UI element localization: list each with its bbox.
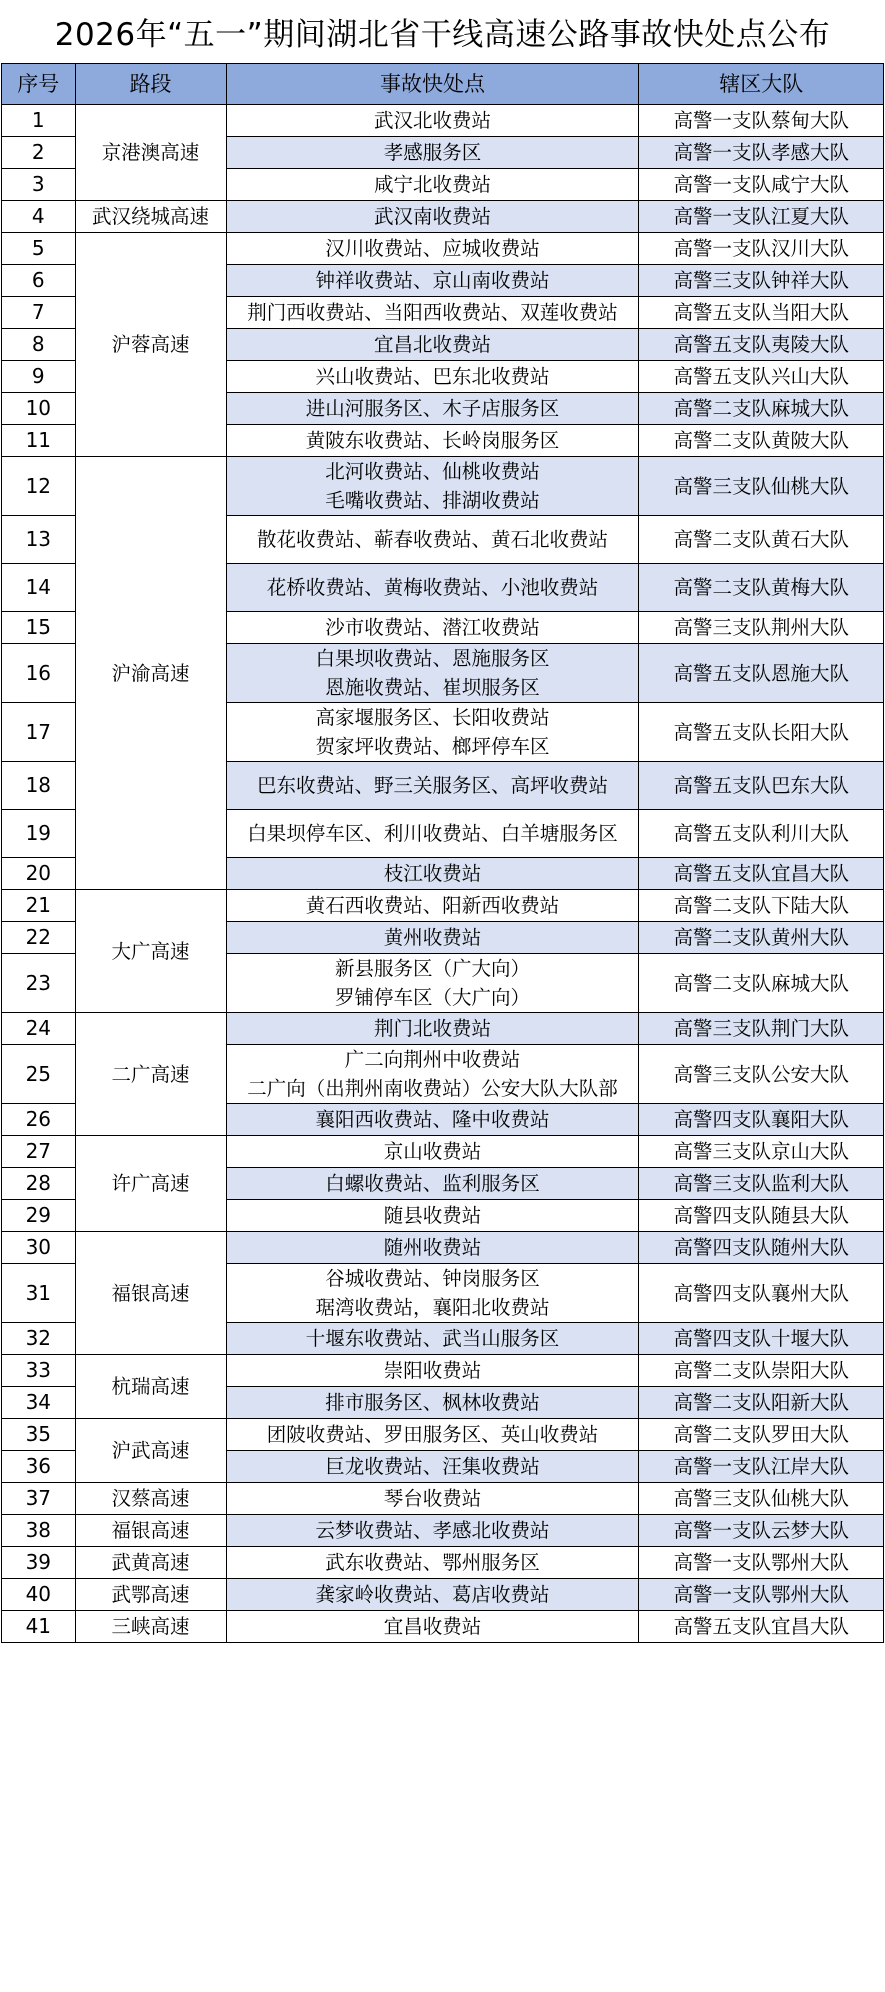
- road-name: 许广高速: [75, 1136, 226, 1232]
- accident-point-text: 黄陂东收费站、长岭岗服务区: [305, 429, 560, 452]
- row-number: 7: [2, 297, 76, 329]
- page-title: 2026年“五一”期间湖北省干线高速公路事故快处点公布: [54, 17, 831, 53]
- accident-point-text: 白果坝收费站、恩施服务区: [315, 647, 550, 670]
- accident-point-text: 黄石西收费站、阳新西收费站: [305, 894, 560, 917]
- accident-point-text: 襄阳西收费站、隆中收费站: [315, 1108, 550, 1131]
- team-cell: 高警四支队襄阳大队: [639, 1104, 884, 1136]
- accident-point-text: 钟祥收费站、京山南收费站: [315, 269, 550, 292]
- row-number: 10: [2, 393, 76, 425]
- accident-point-text: 荆门西收费站、当阳西收费站、双莲收费站: [247, 301, 618, 324]
- row-number: 27: [2, 1136, 76, 1168]
- accident-point-cell: [226, 361, 639, 393]
- accident-point-cell: [226, 169, 639, 201]
- accident-points-table-container: [1, 63, 884, 1643]
- accident-point-cell: [226, 762, 639, 810]
- team-cell: 高警二支队崇阳大队: [639, 1355, 884, 1387]
- row-number: 5: [2, 233, 76, 265]
- road-name: 二广高速: [75, 1013, 226, 1136]
- team-cell: 高警二支队阳新大队: [639, 1387, 884, 1419]
- accident-point-cell: [226, 1136, 639, 1168]
- accident-point-cell: [226, 1232, 639, 1264]
- row-number: 28: [2, 1168, 76, 1200]
- team-cell: 高警二支队黄陂大队: [639, 425, 884, 457]
- accident-point-cell: [226, 425, 639, 457]
- accident-point-text: 汉川收费站、应城收费站: [325, 237, 540, 260]
- table-row: [2, 233, 884, 265]
- team-cell: 高警二支队麻城大队: [639, 954, 884, 1013]
- row-number: 35: [2, 1419, 76, 1451]
- table-row: [2, 1611, 884, 1643]
- accident-point-cell: [226, 105, 639, 137]
- header-road: 路段: [75, 64, 226, 105]
- row-number: 17: [2, 703, 76, 762]
- row-number: 31: [2, 1264, 76, 1323]
- accident-point-text: 武汉北收费站: [373, 109, 491, 132]
- row-number: 24: [2, 1013, 76, 1045]
- team-cell: 高警一支队咸宁大队: [639, 169, 884, 201]
- row-number: 41: [2, 1611, 76, 1643]
- team-cell: 高警五支队宜昌大队: [639, 1611, 884, 1643]
- row-number: 40: [2, 1579, 76, 1611]
- team-cell: 高警五支队恩施大队: [639, 644, 884, 703]
- team-cell: 高警二支队罗田大队: [639, 1419, 884, 1451]
- accident-point-cell: [226, 1045, 639, 1104]
- table-body: [2, 105, 884, 1643]
- team-cell: 高警三支队钟祥大队: [639, 265, 884, 297]
- road-name: 武汉绕城高速: [75, 201, 226, 233]
- team-cell: 高警二支队麻城大队: [639, 393, 884, 425]
- accident-point-cell: [226, 954, 639, 1013]
- accident-point-text: 黄州收费站: [383, 926, 482, 949]
- team-cell: 高警四支队随县大队: [639, 1200, 884, 1232]
- accident-point-text: 高家堰服务区、长阳收费站: [315, 706, 550, 729]
- accident-point-cell: [226, 1515, 639, 1547]
- accident-point-text: 花桥收费站、黄梅收费站、小池收费站: [266, 576, 599, 599]
- accident-point-text: 荆门北收费站: [373, 1017, 491, 1040]
- row-number: 36: [2, 1451, 76, 1483]
- row-number: 20: [2, 858, 76, 890]
- row-number: 16: [2, 644, 76, 703]
- accident-point-text: 枝江收费站: [383, 862, 482, 885]
- accident-point-cell: [226, 329, 639, 361]
- team-cell: 高警三支队仙桃大队: [639, 1483, 884, 1515]
- team-cell: 高警三支队荆州大队: [639, 612, 884, 644]
- road-name: 杭瑞高速: [75, 1355, 226, 1419]
- road-name: 京港澳高速: [75, 105, 226, 201]
- row-number: 15: [2, 612, 76, 644]
- team-cell: 高警五支队巴东大队: [639, 762, 884, 810]
- road-name: 武鄂高速: [75, 1579, 226, 1611]
- accident-point-text: 京山收费站: [383, 1140, 482, 1163]
- road-name: 沪渝高速: [75, 457, 226, 890]
- table-row: [2, 1547, 884, 1579]
- accident-point-text: 宜昌北收费站: [373, 333, 491, 356]
- row-number: 12: [2, 457, 76, 516]
- team-cell: 高警二支队黄州大队: [639, 922, 884, 954]
- accident-point-text: 武汉南收费站: [373, 205, 491, 228]
- header-team: 辖区大队: [639, 64, 884, 105]
- row-number: 21: [2, 890, 76, 922]
- row-number: 11: [2, 425, 76, 457]
- team-cell: 高警一支队蔡甸大队: [639, 105, 884, 137]
- accident-point-cell: [226, 703, 639, 762]
- accident-point-cell: [226, 644, 639, 703]
- header-points: 事故快处点: [226, 64, 639, 105]
- accident-point-cell: [226, 1264, 639, 1323]
- accident-point-text: 宜昌收费站: [383, 1615, 482, 1638]
- row-number: 39: [2, 1547, 76, 1579]
- accident-point-text: 崇阳收费站: [383, 1359, 482, 1382]
- row-number: 22: [2, 922, 76, 954]
- team-cell: 高警一支队孝感大队: [639, 137, 884, 169]
- team-cell: 高警三支队京山大队: [639, 1136, 884, 1168]
- accident-point-text: 武东收费站、鄂州服务区: [325, 1551, 540, 1574]
- accident-point-text: 白果坝停车区、利川收费站、白羊塘服务区: [247, 822, 618, 845]
- accident-point-text: 巴东收费站、野三关服务区、高坪收费站: [256, 774, 608, 797]
- accident-point-cell: [226, 1104, 639, 1136]
- team-cell: 高警五支队兴山大队: [639, 361, 884, 393]
- accident-points-table: [1, 63, 884, 1643]
- road-name: 沪武高速: [75, 1419, 226, 1483]
- accident-point-text: 龚家岭收费站、葛店收费站: [315, 1583, 550, 1606]
- team-cell: 高警四支队襄州大队: [639, 1264, 884, 1323]
- accident-point-cell: [226, 1579, 639, 1611]
- accident-point-cell: [226, 1200, 639, 1232]
- accident-point-text: 广二向荆州中收费站: [344, 1048, 521, 1071]
- team-cell: 高警五支队夷陵大队: [639, 329, 884, 361]
- accident-point-text: 白螺收费站、监利服务区: [325, 1172, 540, 1195]
- row-number: 38: [2, 1515, 76, 1547]
- row-number: 14: [2, 564, 76, 612]
- accident-point-text: 兴山收费站、巴东北收费站: [315, 365, 550, 388]
- table-row: [2, 1483, 884, 1515]
- table-row: [2, 1579, 884, 1611]
- accident-point-text: 孝感服务区: [383, 141, 482, 164]
- team-cell: 高警一支队江夏大队: [639, 201, 884, 233]
- road-name: 福银高速: [75, 1515, 226, 1547]
- team-cell: 高警四支队十堰大队: [639, 1323, 884, 1355]
- accident-point-text: 散花收费站、蕲春收费站、黄石北收费站: [256, 528, 608, 551]
- team-cell: 高警四支队随州大队: [639, 1232, 884, 1264]
- row-number: 1: [2, 105, 76, 137]
- team-cell: 高警三支队仙桃大队: [639, 457, 884, 516]
- team-cell: 高警三支队荆门大队: [639, 1013, 884, 1045]
- accident-point-cell: [226, 1013, 639, 1045]
- row-number: 13: [2, 516, 76, 564]
- accident-point-cell: [226, 1323, 639, 1355]
- row-number: 23: [2, 954, 76, 1013]
- table-row: [2, 1136, 884, 1168]
- team-cell: 高警一支队云梦大队: [639, 1515, 884, 1547]
- accident-point-cell: [226, 1611, 639, 1643]
- accident-point-text: 巨龙收费站、汪集收费站: [325, 1455, 540, 1478]
- accident-point-cell: [226, 1451, 639, 1483]
- accident-point-cell: [226, 457, 639, 516]
- accident-point-cell: [226, 890, 639, 922]
- accident-point-cell: [226, 612, 639, 644]
- team-cell: 高警二支队黄石大队: [639, 516, 884, 564]
- road-name: 沪蓉高速: [75, 233, 226, 457]
- table-row: [2, 1013, 884, 1045]
- row-number: 25: [2, 1045, 76, 1104]
- road-name: 武黄高速: [75, 1547, 226, 1579]
- row-number: 9: [2, 361, 76, 393]
- accident-point-text: 随州收费站: [383, 1236, 482, 1259]
- accident-point-text: 毛嘴收费站、排湖收费站: [325, 489, 540, 512]
- accident-point-cell: [226, 810, 639, 858]
- accident-point-cell: [226, 1355, 639, 1387]
- row-number: 6: [2, 265, 76, 297]
- team-cell: 高警三支队监利大队: [639, 1168, 884, 1200]
- road-name: 福银高速: [75, 1232, 226, 1355]
- accident-point-cell: [226, 201, 639, 233]
- row-number: 3: [2, 169, 76, 201]
- road-name: 汉蔡高速: [75, 1483, 226, 1515]
- road-name: 三峡高速: [75, 1611, 226, 1643]
- table-row: [2, 1355, 884, 1387]
- accident-point-cell: [226, 233, 639, 265]
- road-name: 大广高速: [75, 890, 226, 1013]
- team-cell: 高警五支队利川大队: [639, 810, 884, 858]
- accident-point-cell: [226, 858, 639, 890]
- row-number: 4: [2, 201, 76, 233]
- row-number: 30: [2, 1232, 76, 1264]
- accident-point-text: 云梦收费站、孝感北收费站: [315, 1519, 550, 1542]
- table-row: [2, 1419, 884, 1451]
- team-cell: 高警二支队下陆大队: [639, 890, 884, 922]
- accident-point-cell: [226, 1419, 639, 1451]
- team-cell: 高警二支队黄梅大队: [639, 564, 884, 612]
- table-row: [2, 105, 884, 137]
- accident-point-cell: [226, 265, 639, 297]
- row-number: 19: [2, 810, 76, 858]
- table-row: [2, 201, 884, 233]
- row-number: 26: [2, 1104, 76, 1136]
- row-number: 37: [2, 1483, 76, 1515]
- team-cell: 高警一支队汉川大队: [639, 233, 884, 265]
- accident-point-text: 咸宁北收费站: [373, 173, 491, 196]
- accident-point-text: 贺家坪收费站、榔坪停车区: [315, 735, 550, 758]
- team-cell: 高警三支队公安大队: [639, 1045, 884, 1104]
- accident-point-cell: [226, 137, 639, 169]
- team-cell: 高警一支队鄂州大队: [639, 1579, 884, 1611]
- accident-point-text: 团陂收费站、罗田服务区、英山收费站: [266, 1423, 599, 1446]
- table-row: [2, 1515, 884, 1547]
- row-number: 18: [2, 762, 76, 810]
- accident-point-text: 二广向（出荆州南收费站）公安大队大队部: [247, 1077, 618, 1100]
- row-number: 34: [2, 1387, 76, 1419]
- row-number: 2: [2, 137, 76, 169]
- accident-point-cell: [226, 922, 639, 954]
- team-cell: 高警五支队当阳大队: [639, 297, 884, 329]
- table-header-row: [2, 64, 884, 105]
- accident-point-text: 排市服务区、枫林收费站: [325, 1391, 540, 1414]
- accident-point-cell: [226, 393, 639, 425]
- accident-point-text: 恩施收费站、崔坝服务区: [325, 676, 540, 699]
- accident-point-text: 谷城收费站、钟岗服务区: [325, 1267, 540, 1290]
- team-cell: 高警五支队宜昌大队: [639, 858, 884, 890]
- accident-point-cell: [226, 1547, 639, 1579]
- accident-point-text: 新县服务区（广大向）: [334, 957, 530, 980]
- row-number: 33: [2, 1355, 76, 1387]
- team-cell: 高警一支队鄂州大队: [639, 1547, 884, 1579]
- table-row: [2, 1232, 884, 1264]
- accident-point-cell: [226, 1387, 639, 1419]
- accident-point-text: 琚湾收费站，襄阳北收费站: [315, 1296, 550, 1319]
- team-cell: 高警一支队江岸大队: [639, 1451, 884, 1483]
- accident-point-cell: [226, 1483, 639, 1515]
- accident-point-text: 罗铺停车区（大广向）: [334, 986, 530, 1009]
- accident-point-cell: [226, 516, 639, 564]
- accident-point-text: 十堰东收费站、武当山服务区: [305, 1327, 560, 1350]
- accident-point-cell: [226, 1168, 639, 1200]
- accident-point-text: 进山河服务区、木子店服务区: [305, 397, 560, 420]
- table-row: [2, 457, 884, 516]
- accident-point-text: 随县收费站: [383, 1204, 482, 1227]
- accident-point-text: 北河收费站、仙桃收费站: [325, 460, 540, 483]
- row-number: 8: [2, 329, 76, 361]
- header-no: 序号: [2, 64, 76, 105]
- accident-point-cell: [226, 564, 639, 612]
- row-number: 29: [2, 1200, 76, 1232]
- accident-point-cell: [226, 297, 639, 329]
- row-number: 32: [2, 1323, 76, 1355]
- accident-point-text: 琴台收费站: [383, 1487, 482, 1510]
- accident-point-text: 沙市收费站、潜江收费站: [325, 616, 540, 639]
- table-row: [2, 890, 884, 922]
- team-cell: 高警五支队长阳大队: [639, 703, 884, 762]
